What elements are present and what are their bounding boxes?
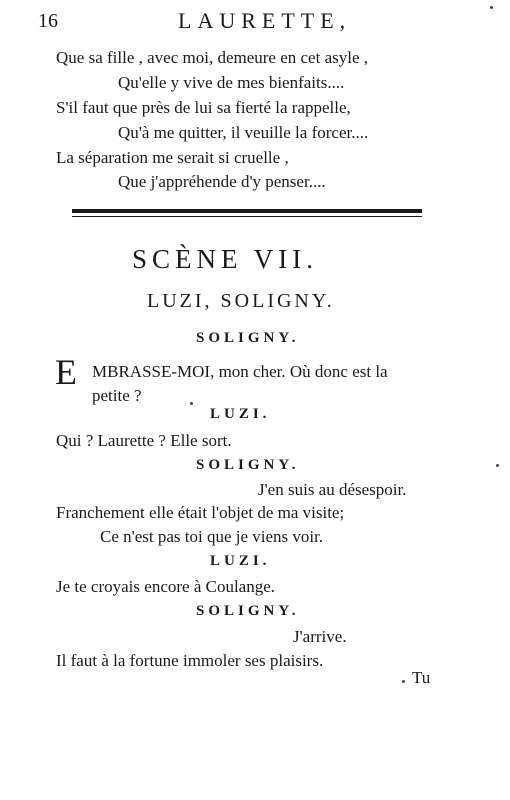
dialogue-line: Qui ? Laurette ? Elle sort. <box>56 431 232 450</box>
dialogue-line: Franchement elle était l'objet de ma visite; <box>56 503 345 522</box>
verse-line: La séparation me serait si cruelle , <box>56 148 289 167</box>
dialogue-line: petite ? <box>92 386 142 405</box>
verse-line: S'il faut que près de lui sa fierté la rappelle, <box>56 98 351 117</box>
speaker-name: SOLIGNY. <box>196 603 300 619</box>
section-rule-thick <box>72 209 422 213</box>
verse-line: Que sa fille , avec moi, demeure en cet asyle , <box>56 48 369 67</box>
verse-line: Qu'elle y vive de mes bienfaits.... <box>118 73 345 92</box>
paper-speck <box>496 464 499 467</box>
speaker-name: SOLIGNY. <box>196 330 300 346</box>
scene-title: SCÈNE VII. <box>132 244 319 274</box>
dialogue-line: Je te croyais encore à Coulange. <box>56 577 276 596</box>
verse-line: Qu'à me quitter, il veuille la forcer.... <box>118 123 369 142</box>
speaker-name: LUZI. <box>210 406 271 422</box>
dialogue-line: J'en suis au désespoir. <box>258 480 407 499</box>
dialogue-line: Il faut à la fortune immoler ses plaisirs. <box>56 651 324 670</box>
paper-speck <box>190 402 193 405</box>
scene-characters: LUZI, SOLIGNY. <box>147 290 335 312</box>
drop-cap: E <box>55 352 77 392</box>
dialogue-line: MBRASSE-MOI, mon cher. Où donc est la <box>92 362 388 381</box>
specks <box>490 6 493 9</box>
dialogue-line: Ce n'est pas toi que je viens voir. <box>100 527 324 546</box>
speaker-name: LUZI. <box>210 553 271 569</box>
running-title: LAURETTE, <box>178 8 352 33</box>
catchword: Tu <box>412 668 431 687</box>
paper-speck <box>402 680 405 683</box>
dialogue-line: J'arrive. <box>293 627 347 646</box>
page-number: 16 <box>38 10 58 32</box>
speaker-name: SOLIGNY. <box>196 457 300 473</box>
section-rule-thin <box>72 216 422 217</box>
verse-line: Que j'appréhende d'y penser.... <box>118 172 326 191</box>
